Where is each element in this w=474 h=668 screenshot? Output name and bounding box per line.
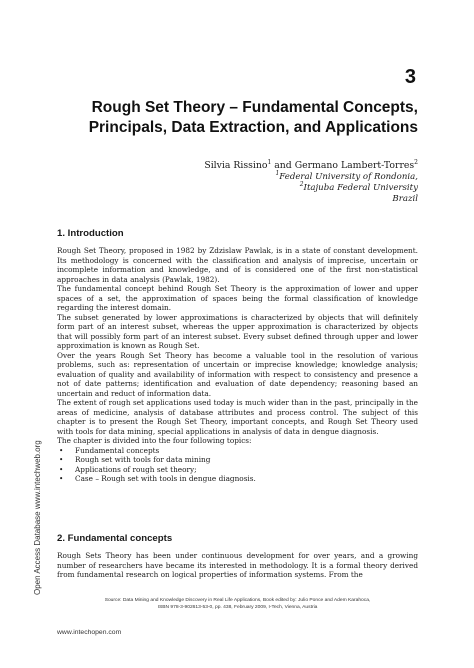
introduction-body [57,246,418,484]
affiliation-1-text: Federal University of Rondonia, [279,172,418,182]
author-names [200,160,418,172]
affiliation-2-sup: 2 [299,181,304,189]
source-line-2: ISBN 978-3-902613-53-0, pp. 438, February 2009, I-Tech, Vienna, Austria [157,605,318,610]
fundamental-paragraph-1: Rough Sets Theory has been under continuous development for over years, and a growing number of researchers have became its interested in methodology. It is a formal theory derived from fundamental research on logical properties of information systems. From the [57,551,418,579]
author-and: and [271,160,295,171]
footer-url[interactable]: www.intechopen.com [57,629,122,636]
author-block [200,160,418,205]
source-note [57,597,418,611]
topic-item: • Applications of rough set theory; [75,465,418,475]
affiliation-country: Brazil [392,194,418,204]
chapter-title [58,98,418,138]
affiliation-2-text: Itajuba Federal University [303,183,418,193]
affiliation-2 [200,183,418,194]
fundamental-concepts-body [57,551,418,580]
intro-paragraph-1: Rough Set Theory, proposed in 1982 by Zdzislaw Pawlak, is in a state of constant development. Its methodology is concerned with the classification and analysis of imprecise, uncertain or incomplete information and knowledge, and of is considered one of the first non-statistical approaches in data analysis (Pawlak, 1982). [57,246,418,284]
section-heading-introduction: 1. Introduction [57,228,124,239]
section-heading-fundamental-concepts: 2. Fundamental concepts [57,533,173,544]
side-watermark: Open Access Database www.intechweb.org [33,440,42,595]
topic-item: • Fundamental concepts [75,446,418,456]
intro-paragraph-4: Over the years Rough Set Theory has become a valuable tool in the resolution of various problems, such as: representation of uncertain or imprecise knowledge; knowledge analysis; evaluation of quality and availability of information with respect to consistency and presence a not of date patterns; identification and evaluation of date dependency; reasoning based an uncertain and reduct of information data. [57,350,418,398]
source-line-1: Source: Data Mining and Knowledge Discovery in Real Life Applications, Book edited by: Julio Ponce and Adem Karahoca, [104,598,371,603]
intro-paragraph-6: The chapter is divided into the four following topics: [57,436,252,445]
title-line-1: Rough Set Theory – Fundamental Concepts, [91,99,418,116]
author-1: Silvia Rissino [204,160,268,171]
author-2: Germano Lambert-Torres [294,160,415,171]
intro-paragraph-3: The subset generated by lower approximations is characterized by objects that will definitely form part of an interest subset, whereas the upper approximation is characterized by objects that will possibly form part of an interest subset. Every subset defined through upper and lower approximation is known as Rough Set. [57,312,418,350]
topic-item: • Case – Rough set with tools in dengue diagnosis. [75,474,418,484]
author-1-sup: 1 [267,158,272,166]
chapter-number: 3 [404,66,416,88]
topic-item: • Rough set with tools for data mining [75,455,418,465]
intro-paragraph-2: The fundamental concept behind Rough Set Theory is the approximation of lower and upper spaces of a set, the approximation of spaces being the formal classification of knowledge regarding the interest domain. [57,284,418,312]
author-2-sup: 2 [414,158,418,166]
affiliation-1 [200,172,418,183]
title-line-2: Principals, Data Extraction, and Applications [88,119,418,136]
intro-paragraph-5: The extent of rough set applications used today is much wider than in the past, principally in the areas of medicine, analysis of database attributes and process control. The subject of this chapter is to present the Rough Set Theory, important concepts, and Rough Set Theory used with tools for data mining, special applications in analysis of data in dengue diagnosis. [57,398,418,436]
affiliation-1-sup: 1 [275,170,280,178]
topic-list [57,446,418,484]
